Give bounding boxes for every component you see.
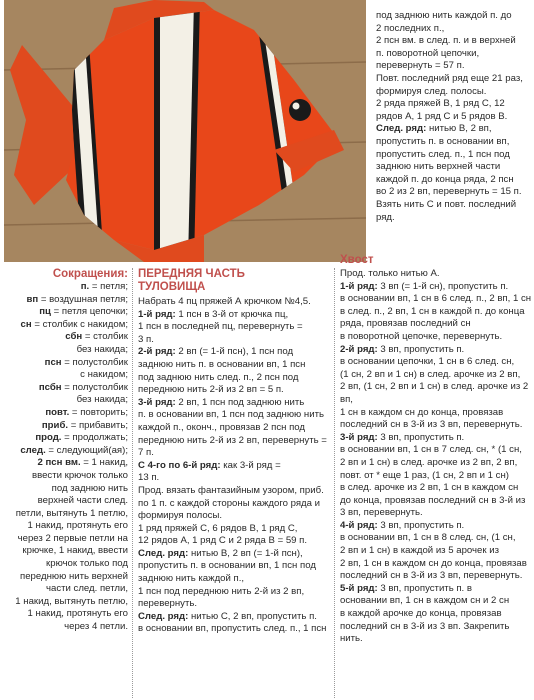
text-line [340,608,532,621]
term-label: 3-й ряд: [340,431,378,443]
text-line [4,495,128,508]
term-label: псн [44,356,62,368]
section-heading-tail: Хвост [340,254,374,266]
text-line [138,346,328,359]
text-line: пропустить след. п., 1 псн под [376,148,510,160]
line-text: 7 п. [138,447,154,459]
line-text: ряда, провязав последний сн [340,318,471,330]
term-label: повт. [45,406,70,418]
text-line [4,621,128,634]
text-line [4,457,128,470]
text-line: формируя след. полосы. [376,85,487,97]
line-text: 3 вп, пропустить п. [377,431,465,443]
line-text: 2 вп, (1 сн, 2 вп и 1 сн) в след. арочке из 2 вп, [340,381,529,405]
line-text: ввести крючок только [32,469,128,481]
text-line [4,294,128,307]
term-label: псбн [38,381,62,393]
term-label: прод. [35,432,62,444]
line-text: 3 п. [138,333,154,345]
text-line [340,419,532,432]
text-line [4,583,128,596]
line-text: (1 сн, 2 вп и 1 сн) в след. арочке из 2 вп, [340,368,521,380]
text-line [4,281,128,294]
line-text: до конца, провязав последний сн в 3-й из [340,494,526,506]
text-line [340,457,532,470]
term-label: С 4-го по 6-й ряд: [138,459,221,471]
text-line [340,532,532,545]
text-line [138,397,328,410]
row-label: След. ряд: [376,123,427,135]
text-line [340,495,532,508]
text-line [4,407,128,420]
text-line [4,331,128,344]
text-line [138,422,328,435]
line-text: переднюю нить верхней [20,570,128,582]
text-line [340,369,532,382]
line-text: нить. [340,633,363,645]
line-text: = прибавить; [68,419,128,431]
line-text: 2 вп, 1 сн в каждом сн до конца, провязав [340,557,527,569]
line-text: последний сн в 3-й из 3 вп, перевернуть. [340,570,523,582]
term-label: След. ряд: [138,610,189,622]
line-text: 2 вп и 1 сн) в след. арочке из 2 вп, 2 вп, [340,456,518,468]
text-line [138,296,328,309]
text-line [138,548,328,561]
text-line [340,595,532,608]
line-text: = петля цепочки; [50,306,128,318]
text-line [4,608,128,621]
line-text: формируя полосы. [138,510,223,522]
line-text: крючок только под [46,558,128,570]
text-line [138,359,328,372]
line-text: в каждой арочке до конца, провязав [340,608,502,620]
line-text: нитью С, 2 вп, пропустить п. [188,610,317,622]
line-text: в след. п., 2 вп, 1 сн в каждой п. до конца [340,305,525,317]
text-line: 2 ряда пряжей В, 1 ряд С, 12 [376,98,505,110]
line-text: 1 псн под переднюю нить 2-й из 2 вп, [138,585,305,597]
term-label: 2 псн вм. [37,457,81,469]
text-line [376,123,532,136]
line-text: п. в основании вп, 1 псн под заднюю нить [138,409,324,421]
term-label: сбн [65,331,83,343]
text-line [4,445,128,458]
text-line [138,573,328,586]
text-line [4,344,128,357]
line-text: Прод. вязать фантазийным узором, приб. [138,484,324,496]
text-line [138,409,328,422]
text-line [340,558,532,571]
line-text: = столбик [82,331,128,343]
text-line [138,623,328,636]
tail-instructions-list [340,268,532,646]
body-instructions-list [138,296,328,636]
text-line: 2 последних п., [376,22,445,34]
line-text: нитью В, 2 вп (= 1-й псн), [188,547,303,559]
line-text: в след. арочке из 2 вп, 1 сн в каждом сн [340,482,519,494]
text-line [340,281,532,294]
text-line [138,586,328,599]
text-line [340,268,532,281]
term-label: п. [80,281,90,292]
text-line [340,470,532,483]
text-line [340,570,532,583]
line-text: каждой п., оконч., провязав 2 псн под [138,421,306,433]
term-label: 2-й ряд: [340,343,378,355]
line-text: 1 псн в последней пц, перевернуть = [138,321,303,333]
line-text: без накида; [76,394,128,406]
text-line [138,460,328,473]
text-line [4,545,128,558]
line-text: 3 вп, перевернуть. [340,507,423,519]
text-line [138,372,328,385]
text-line [340,545,532,558]
text-line [340,482,532,495]
text-line [4,571,128,584]
text-line [340,444,532,457]
text-line [4,596,128,609]
line-text: повт. от * еще 1 раз, (1 сн, 2 вп и 1 сн) [340,469,509,481]
text-line [138,472,328,485]
line-text: 1 ряд пряжей С, 6 рядов В, 1 ряд С, [138,522,298,534]
text-line [138,447,328,460]
line-text: под заднюю нить [51,482,128,494]
text-line [4,306,128,319]
term-label: След. ряд: [138,547,189,559]
text-line: перевернуть = 57 п. [376,60,465,72]
crocheted-fish-pillow-icon [4,0,366,262]
text-line [138,435,328,448]
line-text: 3 вп, пропустить п. в [377,582,472,594]
term-label: сн [20,318,32,330]
text-line [340,583,532,596]
text-line [4,470,128,483]
line-text: 2 вп (= 1-й псн), 1 псн под [175,346,294,358]
text-line [4,432,128,445]
text-line: 2 псн вм. в след. п. и в верхней [376,35,516,47]
text-line [138,611,328,624]
line-text: части след. петли, [45,583,128,595]
text-line [138,309,328,322]
text-line [138,560,328,573]
term-label: 5-й ряд: [340,582,378,594]
column-divider [132,268,134,698]
line-text: основании вп, 1 сн в каждом сн и 2 сн [340,595,510,607]
text-line [4,558,128,571]
line-text: 2 вп и 1 сн) в каждой из 5 арочек из [340,545,499,557]
text-line [340,356,532,369]
term-label: пц [39,306,51,318]
text-line: Повт. последний ряд еще 21 раз, [376,72,523,84]
term-label: приб. [41,419,69,431]
text-line [138,321,328,334]
text-line [4,369,128,382]
text-line [4,357,128,370]
line-text: как 3-й ряд = [220,459,281,471]
body-instructions-column [138,268,328,636]
term-label: 4-й ряд: [340,519,378,531]
abbreviations-list [4,281,128,634]
section-heading-body: ТУЛОВИЩА [138,281,206,293]
line-text: заднюю нить каждой п., [138,573,245,585]
line-text: последний сн в 3-й из 3 вп, перевернуть. [340,419,523,431]
text-line: каждой п. до конца ряда, 2 пcн [376,173,514,185]
text-line: п. поворотной цепочки, [376,47,480,59]
text-line [340,344,532,357]
line-text: 1 псн в 3-й от крючка пц, [175,308,289,320]
text-line [4,520,128,533]
text-line: пропустить п. в основании вп, [376,135,510,147]
line-text: = повторить; [69,406,128,418]
line-text: = петля; [89,281,128,292]
line-text: = следующий(ая); [45,444,128,456]
line-text: 3 вп, пропустить п. [377,343,465,355]
line-text: через 2 первые петли на [17,532,128,544]
text-line [138,384,328,397]
text-line [138,334,328,347]
text-line [138,498,328,511]
text-line [340,306,532,319]
term-label: 1-й ряд: [340,280,378,292]
line-text: в основании вп, 1 сн в 7 след. сн, * (1 сн, [340,444,522,456]
line-text: переднюю нить 2-й из 2 вп, перевернуть = [138,434,327,446]
line-text: петли, вытянуть 1 петлю, [15,507,128,519]
text-line: рядов А, 1 ряд С и 5 рядов В. [376,110,508,122]
text-line: заднюю нить верхней части [376,161,501,173]
text-line [340,407,532,420]
line-text: = столбик с накидом; [31,318,128,330]
line-text: в основании вп, пропустить след. п., 1 псн [138,623,327,635]
line-text: 1 накид, вытянуть петлю, [15,595,128,607]
line-text: пропустить п. в основании вп, 1 псн под [138,560,316,572]
text-line [138,523,328,536]
text-line: Взять нить С и повт. последний [376,198,517,210]
line-text: перевернуть. [138,598,198,610]
line-text: 1 сн в каждом сн до конца, провязав [340,406,504,418]
text-line [4,394,128,407]
line-text: в основании вп, 1 сн в 6 след. п., 2 вп, 1 сн [340,293,532,305]
line-text: = воздушная петля; [38,293,128,305]
row-text: нитью В, 2 вп, [426,123,492,135]
term-label: след. [20,444,46,456]
line-text: 12 рядов А, 1 ряд С и 2 ряда В = 59 п. [138,535,308,547]
text-line [340,520,532,533]
line-text: Набрать 4 пц пряжей А крючком №4,5. [138,296,311,307]
line-text: = полустолбик [61,381,128,393]
line-text: в основании вп, 1 сн в 8 след. сн, (1 сн, [340,532,516,544]
line-text: крючке, 1 накид, ввести [22,545,128,557]
line-text: 2 вп, 1 псн под заднюю нить [175,396,305,408]
column-divider [334,268,336,698]
term-label: 3-й ряд: [138,396,176,408]
section-heading-front: ПЕРЕДНЯЯ ЧАСТЬ [138,268,245,280]
text-line [340,318,532,331]
line-text: 1 накид, протянуть его [27,608,128,620]
text-line [4,508,128,521]
tail-instructions-column [340,254,532,646]
text-line [4,533,128,546]
text-line [138,510,328,523]
line-text: без накида; [76,343,128,355]
line-text: под заднюю нить след. п., 2 псн под [138,371,299,383]
text-line [340,293,532,306]
line-text: верхней части след. [37,495,128,507]
line-text: = продолжать; [61,432,128,444]
term-label: 2-й ряд: [138,346,176,358]
line-text: 3 вп (= 1-й сн), пропустить п. [377,280,509,292]
line-text: Прод. только нитью А. [340,268,440,279]
line-text: переднюю нить 2-й из 2 вп = 5 п. [138,384,284,396]
term-label: 1-й ряд: [138,308,176,320]
line-text: = полустолбик [61,356,128,368]
fish-pillow-photo [4,0,366,262]
text-line [138,535,328,548]
text-line [4,420,128,433]
text-line [138,485,328,498]
text-line [4,319,128,332]
line-text: 3 вп, пропустить п. [377,519,465,531]
text-line: ряд. [376,211,395,223]
line-text: через 4 петли. [64,621,128,633]
text-line [340,331,532,344]
line-text: 1 накид, протянуть его [27,520,128,532]
text-line [340,507,532,520]
line-text: по 1 п. с каждой стороны каждого ряда и [138,497,321,509]
text-line [4,382,128,395]
pattern-continued-top [376,10,532,224]
line-text: = 1 накид, [80,457,128,469]
text-line: во 2 из 2 вп, перевернуть = 15 п. [376,186,522,198]
line-text: 13 п. [138,472,160,484]
text-line [4,483,128,496]
text-line [340,633,532,646]
abbreviations-heading: Сокращения: [52,268,128,280]
abbreviations-column [4,268,128,634]
term-label: вп [26,293,39,305]
text-line [138,598,328,611]
line-text: последний сн в 3-й из 3 вп. Закрепить [340,620,510,632]
line-text: заднюю нить п. в основании вп, 1 псн [138,358,306,370]
line-text: в основании цепочки, 1 сн в 6 след. сн, [340,356,515,368]
text-line [340,621,532,634]
line-text: в поворотной цепочке, перевернуть. [340,330,503,342]
text-line [340,381,532,406]
text-line: под заднюю нить каждой п. до [376,10,512,21]
line-text: с накидом; [80,369,128,381]
text-line [340,432,532,445]
